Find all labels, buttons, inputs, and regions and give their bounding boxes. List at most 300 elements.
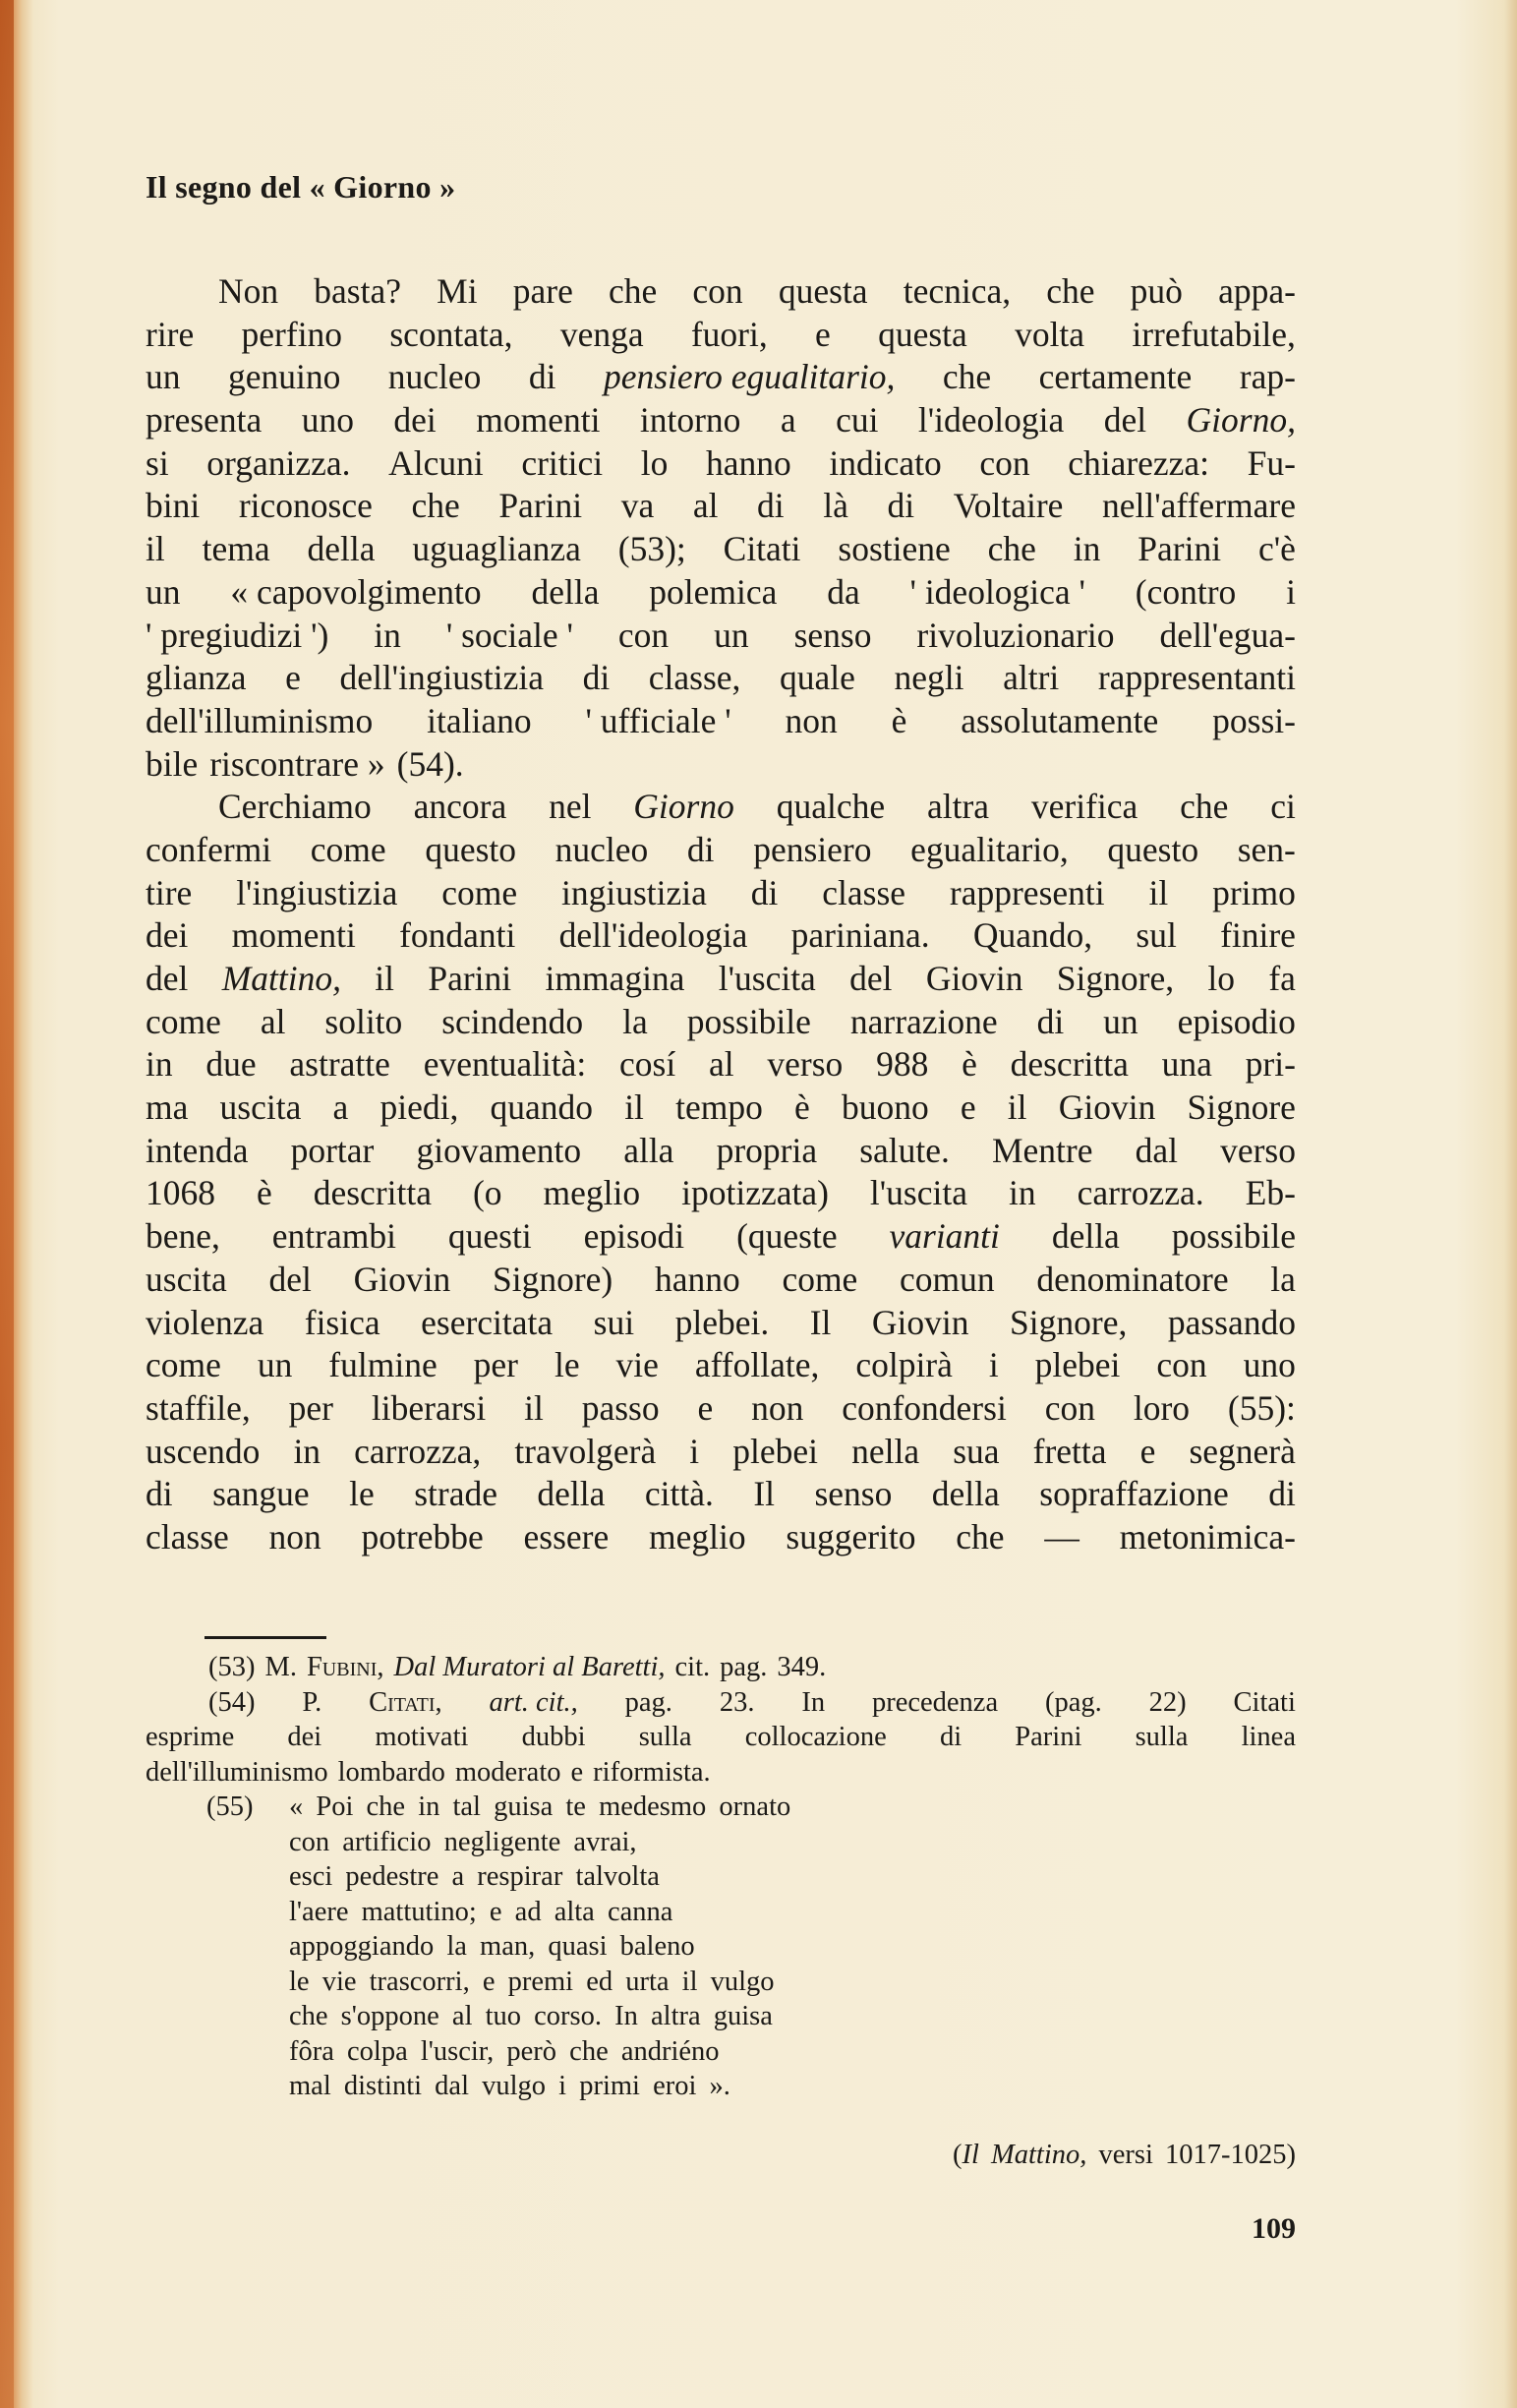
word: al <box>709 1044 734 1085</box>
word: un <box>714 615 749 655</box>
word: astratte <box>289 1044 390 1085</box>
word: l'ingiustizia <box>236 872 398 912</box>
word: basta? <box>314 271 401 311</box>
word: in <box>293 1431 321 1471</box>
word: i <box>988 1345 999 1385</box>
word: e <box>815 314 831 354</box>
word: senso <box>814 1474 893 1514</box>
word: pri- <box>1245 1044 1296 1085</box>
word: altri <box>1003 658 1060 698</box>
word: questo <box>1107 829 1199 869</box>
word: non <box>751 1387 804 1428</box>
word: Signore, <box>1056 959 1175 998</box>
word: dei <box>393 400 437 440</box>
word: vie <box>615 1345 659 1385</box>
footnote-word: art. cit., <box>489 1686 578 1718</box>
word: a <box>780 400 796 440</box>
word: Eb- <box>1245 1173 1296 1213</box>
word: nucleo <box>554 829 649 869</box>
footnote-word: (pag. <box>1045 1686 1102 1718</box>
word: solito <box>324 1001 403 1041</box>
word: come <box>146 1001 221 1041</box>
word: comun <box>900 1259 995 1299</box>
word: dell'ingiustizia <box>339 658 544 698</box>
word: perfino <box>241 314 343 354</box>
word: le <box>349 1474 375 1514</box>
word: indicato <box>829 442 942 483</box>
body-line <box>146 1215 1296 1259</box>
word: (54). <box>396 743 464 784</box>
word: c'è <box>1257 529 1296 569</box>
footnote-word: lombardo <box>337 1756 445 1788</box>
word: uscita <box>146 1259 227 1299</box>
word: questa <box>778 271 868 311</box>
word: certamente <box>1038 357 1193 397</box>
word: del <box>849 959 893 998</box>
body-line <box>146 314 1296 357</box>
body-line <box>146 615 1296 658</box>
word: in <box>146 1044 173 1085</box>
footnote-word: Citati <box>1233 1686 1296 1718</box>
word: finire <box>1220 915 1296 956</box>
word: passando <box>1167 1302 1296 1342</box>
word: hanno <box>705 442 791 483</box>
word: potrebbe <box>361 1516 484 1556</box>
word: scontata, <box>389 314 513 354</box>
word: ' ufficiale ' <box>585 700 731 740</box>
word: loro <box>1133 1387 1191 1428</box>
word: immagina <box>545 959 685 998</box>
verse-line: le vie trascorri, e premi ed urta il vulgo <box>289 1966 775 1997</box>
word: nucleo <box>387 357 482 397</box>
footnote-rule <box>204 1636 326 1639</box>
body-line <box>146 399 1296 442</box>
word: non <box>268 1516 321 1556</box>
footnote-word: (54) <box>208 1686 256 1718</box>
footnote-word: pag. <box>624 1686 672 1718</box>
word: confondersi <box>842 1387 1007 1428</box>
footnote-word: dubbi <box>521 1722 586 1752</box>
word: che <box>411 486 460 526</box>
word: Giovin <box>1058 1087 1156 1128</box>
word: della <box>531 571 600 612</box>
word: sangue <box>212 1474 310 1514</box>
word: chiarezza: <box>1068 442 1210 483</box>
word: di <box>750 872 779 912</box>
word: classe <box>822 872 906 912</box>
body-line <box>146 1001 1296 1044</box>
word: il <box>375 959 395 998</box>
footnote-word: Fubini, <box>306 1652 384 1682</box>
body-line <box>146 356 1296 399</box>
word: Citati <box>723 529 801 569</box>
word: della <box>307 529 376 569</box>
word: classe, <box>648 658 741 698</box>
word: questi <box>447 1216 532 1257</box>
word: al <box>692 486 719 526</box>
verse-line <box>206 1790 790 1825</box>
footnote-word: riformista. <box>593 1756 711 1788</box>
footnote-word: e <box>570 1756 584 1788</box>
word: in <box>374 615 401 655</box>
word: non <box>785 700 838 740</box>
word: uscita <box>219 1087 302 1128</box>
word: due <box>205 1044 257 1085</box>
word: senso <box>793 615 872 655</box>
word: lo <box>640 442 669 483</box>
word: ' pregiudizi ') <box>146 615 329 655</box>
word: sui <box>593 1302 635 1342</box>
word: dell'ideologia <box>558 915 748 956</box>
verse-line: fôra colpa l'uscir, però che andriéno <box>289 2035 720 2067</box>
word: l'ideologia <box>917 400 1065 440</box>
word: esercitata <box>421 1302 554 1342</box>
word: polemica <box>649 571 778 612</box>
verse-line: appoggiando la man, quasi baleno <box>289 1931 695 1962</box>
footnote-53 <box>146 1650 1296 1685</box>
footnote-word: esprime <box>146 1722 235 1752</box>
word: Parini <box>428 959 512 998</box>
word: (queste <box>736 1216 838 1257</box>
footnote-word: M. <box>264 1652 297 1682</box>
footnote-word: 349. <box>777 1652 827 1682</box>
word: italiano <box>427 700 532 740</box>
body-text <box>146 270 1296 1559</box>
word: è <box>891 700 907 740</box>
word: genuino <box>227 357 341 397</box>
word: fisica <box>304 1302 380 1342</box>
footnote-word: pag. <box>720 1652 768 1682</box>
word: un <box>257 1345 293 1385</box>
word: una <box>1161 1044 1212 1085</box>
word: il <box>1148 872 1169 912</box>
body-line <box>146 1387 1296 1431</box>
verse-line: mal distinti dal vulgo i primi eroi ». <box>289 2071 730 2101</box>
word: Il <box>809 1302 832 1342</box>
word: sopraffazione <box>1039 1474 1229 1514</box>
body-line <box>146 1172 1296 1215</box>
word: ci <box>1270 787 1296 827</box>
word: che <box>1180 787 1229 827</box>
word: di <box>146 1474 173 1514</box>
word: i <box>689 1431 700 1471</box>
source-title: Il Mattino, <box>962 2140 1087 2170</box>
word: meglio <box>543 1173 641 1213</box>
word: è <box>794 1087 810 1128</box>
word: critici <box>521 442 604 483</box>
word: cui <box>836 400 879 440</box>
verse-text: « Poi che in tal guisa te medesmo ornato <box>289 1791 791 1822</box>
body-line <box>146 1516 1296 1559</box>
word: qualche <box>776 787 886 827</box>
word: un <box>1103 1001 1138 1041</box>
word: riscontrare » <box>209 743 385 784</box>
word: tire <box>146 872 193 912</box>
page-spine-edge <box>0 0 14 2408</box>
footnote-word: sulla <box>638 1722 692 1752</box>
footnote-word: di <box>939 1722 963 1752</box>
word: entrambi <box>271 1216 396 1257</box>
word: meglio <box>649 1516 746 1556</box>
word: Mi <box>437 271 478 311</box>
word: di <box>887 486 915 526</box>
word: bene, <box>146 1216 220 1257</box>
word: che <box>987 529 1036 569</box>
footnote-word: linea <box>1241 1722 1296 1752</box>
word: con <box>692 271 743 311</box>
word: varianti <box>889 1216 1000 1257</box>
word: colpirà <box>855 1345 953 1385</box>
word: l'uscita <box>718 959 816 998</box>
word: Voltaire <box>953 486 1064 526</box>
word: sen- <box>1237 829 1296 869</box>
word: essere <box>523 1516 610 1556</box>
word: è <box>256 1173 272 1213</box>
word: intorno <box>639 400 741 440</box>
word: come <box>310 829 386 869</box>
word: rappresentanti <box>1097 658 1296 698</box>
word: uguaglianza <box>412 529 581 569</box>
word: dell'egua- <box>1159 615 1296 655</box>
word: Giorno, <box>1186 400 1296 440</box>
page-number: 109 <box>1252 2212 1296 2245</box>
body-line <box>146 1431 1296 1474</box>
word: eventualità: <box>423 1044 587 1085</box>
body-line <box>146 442 1296 486</box>
word: Signore) <box>492 1259 613 1299</box>
word: — <box>1044 1516 1079 1556</box>
source-paren: ( <box>952 2140 963 2170</box>
word: passo <box>581 1387 660 1428</box>
word: ipotizzata) <box>681 1173 829 1213</box>
word: tema <box>202 529 270 569</box>
word: carrozza, <box>354 1431 482 1471</box>
word: questo <box>425 829 516 869</box>
footnote-word: 23. <box>719 1686 755 1718</box>
word: verifica <box>1030 787 1138 827</box>
word: come <box>782 1259 858 1299</box>
word: primo <box>1212 872 1296 912</box>
word: (55): <box>1227 1387 1296 1428</box>
footnote-54-line-2 <box>146 1720 1296 1755</box>
word: Giovin <box>353 1259 451 1299</box>
word: Il <box>753 1474 775 1514</box>
word: al <box>260 1001 286 1041</box>
word: egualitario, <box>910 829 1069 869</box>
word: di <box>582 658 611 698</box>
word: hanno <box>654 1259 740 1299</box>
word: rire <box>146 314 195 354</box>
word: momenti <box>231 915 356 956</box>
word: un <box>146 571 181 612</box>
footnote-54-line-1 <box>146 1685 1296 1721</box>
verse-line: con artificio negligente avrai, <box>289 1826 637 1857</box>
body-line <box>146 485 1296 528</box>
word: ' sociale ' <box>445 615 573 655</box>
verse-source <box>953 2138 1296 2173</box>
footnote-word: motivati <box>375 1722 469 1752</box>
word: si <box>146 442 169 483</box>
word: portar <box>290 1130 375 1170</box>
body-line <box>146 1087 1296 1130</box>
word: volta <box>1015 314 1085 354</box>
word: (o <box>472 1173 502 1213</box>
word: in <box>1008 1173 1036 1213</box>
word: confermi <box>146 829 272 869</box>
word: Parini <box>498 486 583 526</box>
word: nel <box>549 787 592 827</box>
word: Signore, <box>1010 1302 1128 1342</box>
verse-line: che s'oppone al tuo corso. In altra guisa <box>289 2001 773 2031</box>
word: tecnica, <box>903 271 1012 311</box>
word: di <box>528 357 556 397</box>
word: il <box>624 1087 644 1128</box>
word: da <box>827 571 860 612</box>
word: Cerchiamo <box>218 787 372 827</box>
footnote-word: 22) <box>1148 1686 1187 1718</box>
word: plebei <box>1034 1345 1121 1385</box>
body-line <box>146 1302 1296 1345</box>
word: salute. <box>859 1130 950 1170</box>
word: travolgerà <box>514 1431 657 1471</box>
word: la <box>1270 1259 1296 1299</box>
word: possibile <box>1171 1216 1296 1257</box>
word: là <box>823 486 848 526</box>
footnote-word: (53) <box>208 1652 256 1682</box>
word: appa- <box>1218 271 1296 311</box>
word: propria <box>716 1130 818 1170</box>
word: della <box>1051 1216 1120 1257</box>
word: con <box>617 615 670 655</box>
word: pensiero <box>753 829 872 869</box>
footnote-word: precedenza <box>871 1686 999 1718</box>
word: pariniana. <box>790 915 930 956</box>
word: sostiene <box>838 529 951 569</box>
word: di <box>1268 1474 1296 1514</box>
word: Mattino, <box>221 959 341 998</box>
word: con <box>1156 1345 1207 1385</box>
body-line <box>146 743 1296 787</box>
word: sul <box>1136 915 1177 956</box>
word: Quando, <box>972 915 1093 956</box>
footnote-55-verse <box>206 1790 790 2104</box>
word: bile <box>146 743 199 784</box>
word: bini <box>146 486 201 526</box>
word: organizza. <box>206 442 351 483</box>
word: glianza <box>146 658 247 698</box>
word: (53); <box>617 529 686 569</box>
word: del <box>1103 400 1147 440</box>
word: narrazione <box>849 1001 998 1041</box>
word: giovamento <box>416 1130 582 1170</box>
word: il <box>1007 1087 1027 1128</box>
word: descritta <box>1010 1044 1129 1085</box>
word: nella <box>851 1431 920 1471</box>
word: rivoluzionario <box>916 615 1115 655</box>
word: dal <box>1135 1130 1178 1170</box>
word: Mentre <box>991 1130 1093 1170</box>
word: per <box>473 1345 519 1385</box>
word: i <box>1286 571 1296 612</box>
word: pare <box>512 271 573 311</box>
word: Signore <box>1187 1087 1296 1128</box>
word: di <box>1036 1001 1065 1041</box>
word: alla <box>623 1130 674 1170</box>
word: di <box>686 829 715 869</box>
body-line <box>146 958 1296 1001</box>
word: segnerà <box>1189 1431 1296 1471</box>
word: (contro <box>1135 571 1237 612</box>
body-line <box>146 829 1296 872</box>
word: rap- <box>1239 357 1296 397</box>
word: con <box>1044 1387 1095 1428</box>
body-line <box>146 700 1296 743</box>
word: Giovin <box>871 1302 969 1342</box>
footnote-word: Dal Muratori al Baretti, <box>393 1652 666 1682</box>
word: Fu- <box>1247 442 1296 483</box>
word: denominatore <box>1036 1259 1229 1299</box>
word: uno <box>1243 1345 1296 1385</box>
word: Alcuni <box>388 442 484 483</box>
word: che <box>956 1516 1005 1556</box>
word: dei <box>146 915 189 956</box>
word: buono <box>841 1087 929 1128</box>
word: e <box>960 1087 976 1128</box>
footnote-word: sulla <box>1135 1722 1189 1752</box>
word: suggerito <box>786 1516 916 1556</box>
word: e <box>1139 1431 1156 1471</box>
word: fondanti <box>399 915 516 956</box>
word: lo <box>1207 959 1236 998</box>
body-line <box>146 786 1296 829</box>
footnote-word: dell'illuminismo <box>146 1756 328 1788</box>
verse-line: l'aere mattutino; e ad alta canna <box>289 1896 673 1927</box>
word: fulmine <box>328 1345 438 1385</box>
word: piedi, <box>379 1087 459 1128</box>
body-line <box>146 1473 1296 1516</box>
word: Non <box>218 271 279 311</box>
word: dell'illuminismo <box>146 700 374 740</box>
word: come <box>146 1345 221 1385</box>
footnote-word: dei <box>287 1722 322 1752</box>
word: della <box>931 1474 1000 1514</box>
footnote-54-line-3 <box>146 1755 1296 1791</box>
word: l'uscita <box>869 1173 967 1213</box>
word: venga <box>559 314 644 354</box>
word: sua <box>953 1431 1000 1471</box>
word: Giovin <box>925 959 1023 998</box>
word: liberarsi <box>371 1387 487 1428</box>
word: che <box>942 357 992 397</box>
word: carrozza. <box>1077 1173 1204 1213</box>
word: uno <box>301 400 354 440</box>
word: va <box>620 486 655 526</box>
word: può <box>1130 271 1183 311</box>
word: che <box>1046 271 1095 311</box>
word: come <box>441 872 518 912</box>
word: episodi <box>583 1216 685 1257</box>
word: assolutamente <box>961 700 1159 740</box>
footnote-word: moderato <box>454 1756 561 1788</box>
body-line <box>146 528 1296 571</box>
footnote-word: Citati, <box>369 1686 442 1718</box>
word: per <box>288 1387 334 1428</box>
body-line <box>146 270 1296 314</box>
word: Parini <box>1138 529 1222 569</box>
footnote-word: P. <box>302 1686 322 1718</box>
footnotes <box>146 1650 1296 1790</box>
word: uscendo <box>146 1431 261 1471</box>
